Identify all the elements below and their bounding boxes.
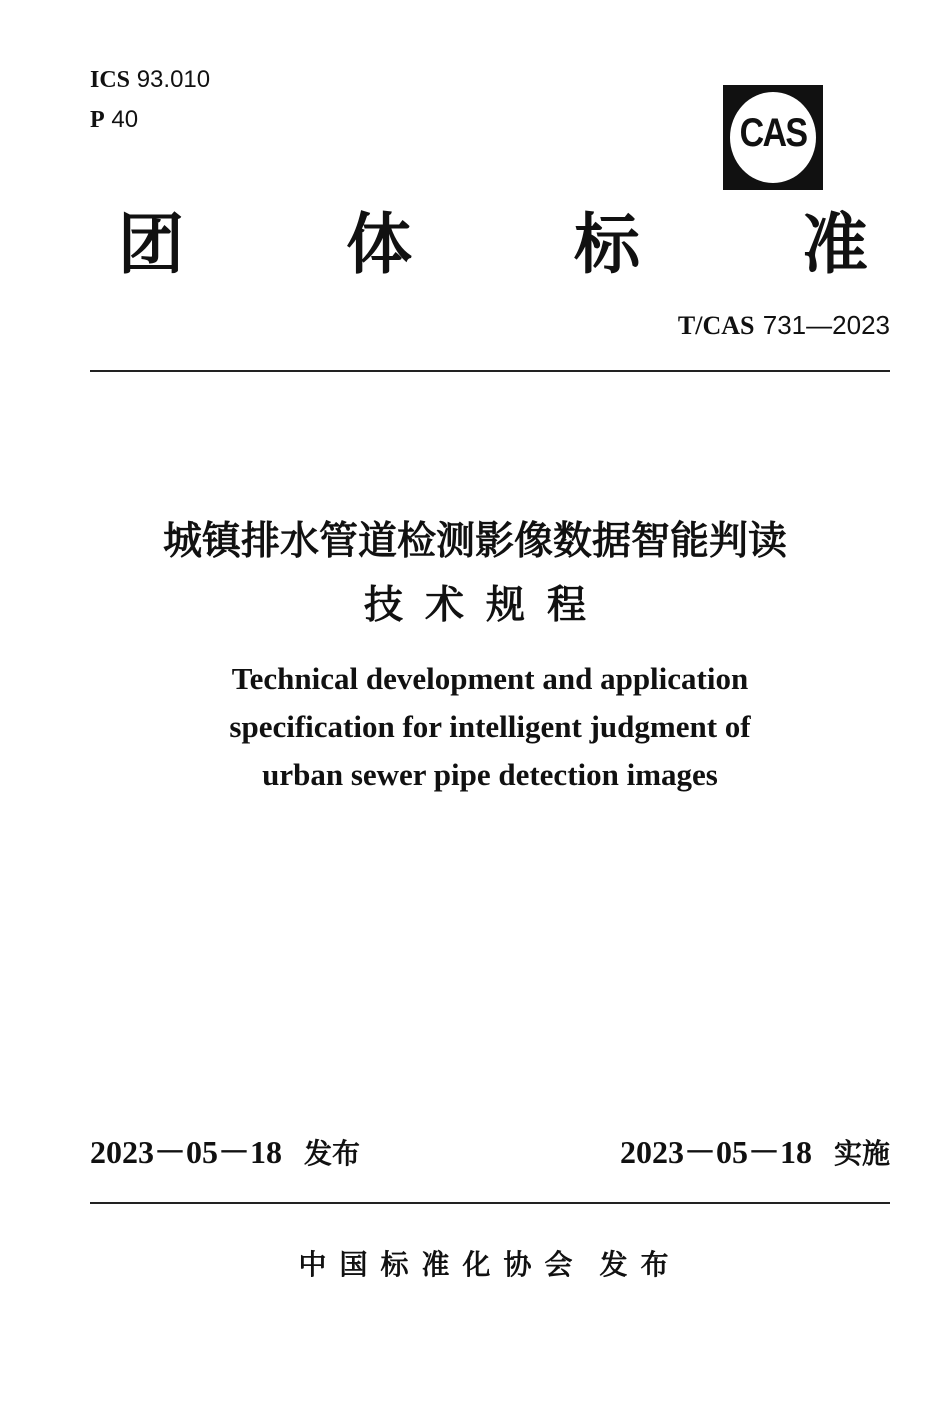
ics-code <box>90 60 210 100</box>
publisher-line <box>90 1245 890 1285</box>
ics-value: 93.010 <box>136 66 211 93</box>
top-divider <box>90 370 890 372</box>
date-row <box>90 1130 890 1176</box>
issue-date: 2023－05－18 <box>90 1134 283 1170</box>
english-title-line-1: Technical development and application <box>231 661 749 696</box>
implement-date: 2023－05－18 <box>619 1134 812 1170</box>
standard-code-number: 731—2023 <box>762 310 890 340</box>
english-title-line-3: urban sewer pipe detection images <box>262 757 718 792</box>
publisher-organization: 中国标准化协会 <box>298 1248 586 1281</box>
standard-kind-char: 准 <box>802 206 868 283</box>
cas-logo-text: CAS <box>739 111 807 155</box>
chinese-title-line-1: 城镇排水管道检测影像数据智能判读 <box>162 519 787 564</box>
standard-kind-char: 体 <box>346 206 412 283</box>
standard-kind-char: 团 <box>118 206 184 283</box>
ccs-label: P <box>90 107 105 133</box>
classification-codes <box>90 60 210 140</box>
ccs-value: 40 <box>111 106 139 133</box>
bottom-divider <box>90 1202 890 1204</box>
issue-label: 发布 <box>304 1137 361 1170</box>
cas-logo <box>723 85 823 190</box>
standard-code <box>678 310 890 341</box>
chinese-title-line-2: 技术规程 <box>363 583 608 628</box>
standard-kind-char: 标 <box>574 206 640 283</box>
issue-date-block <box>90 1130 360 1176</box>
english-title-line-2: specification for intelligent judgment of <box>229 709 751 744</box>
english-title <box>90 655 890 799</box>
implement-date-block <box>620 1130 890 1176</box>
ics-label: ICS <box>90 67 131 93</box>
publisher-action: 发布 <box>599 1248 682 1281</box>
ccs-code <box>90 100 210 140</box>
chinese-title <box>60 510 890 638</box>
standard-kind-heading <box>118 205 868 285</box>
implement-label: 实施 <box>833 1137 890 1170</box>
standard-code-prefix: T/CAS <box>677 311 755 340</box>
